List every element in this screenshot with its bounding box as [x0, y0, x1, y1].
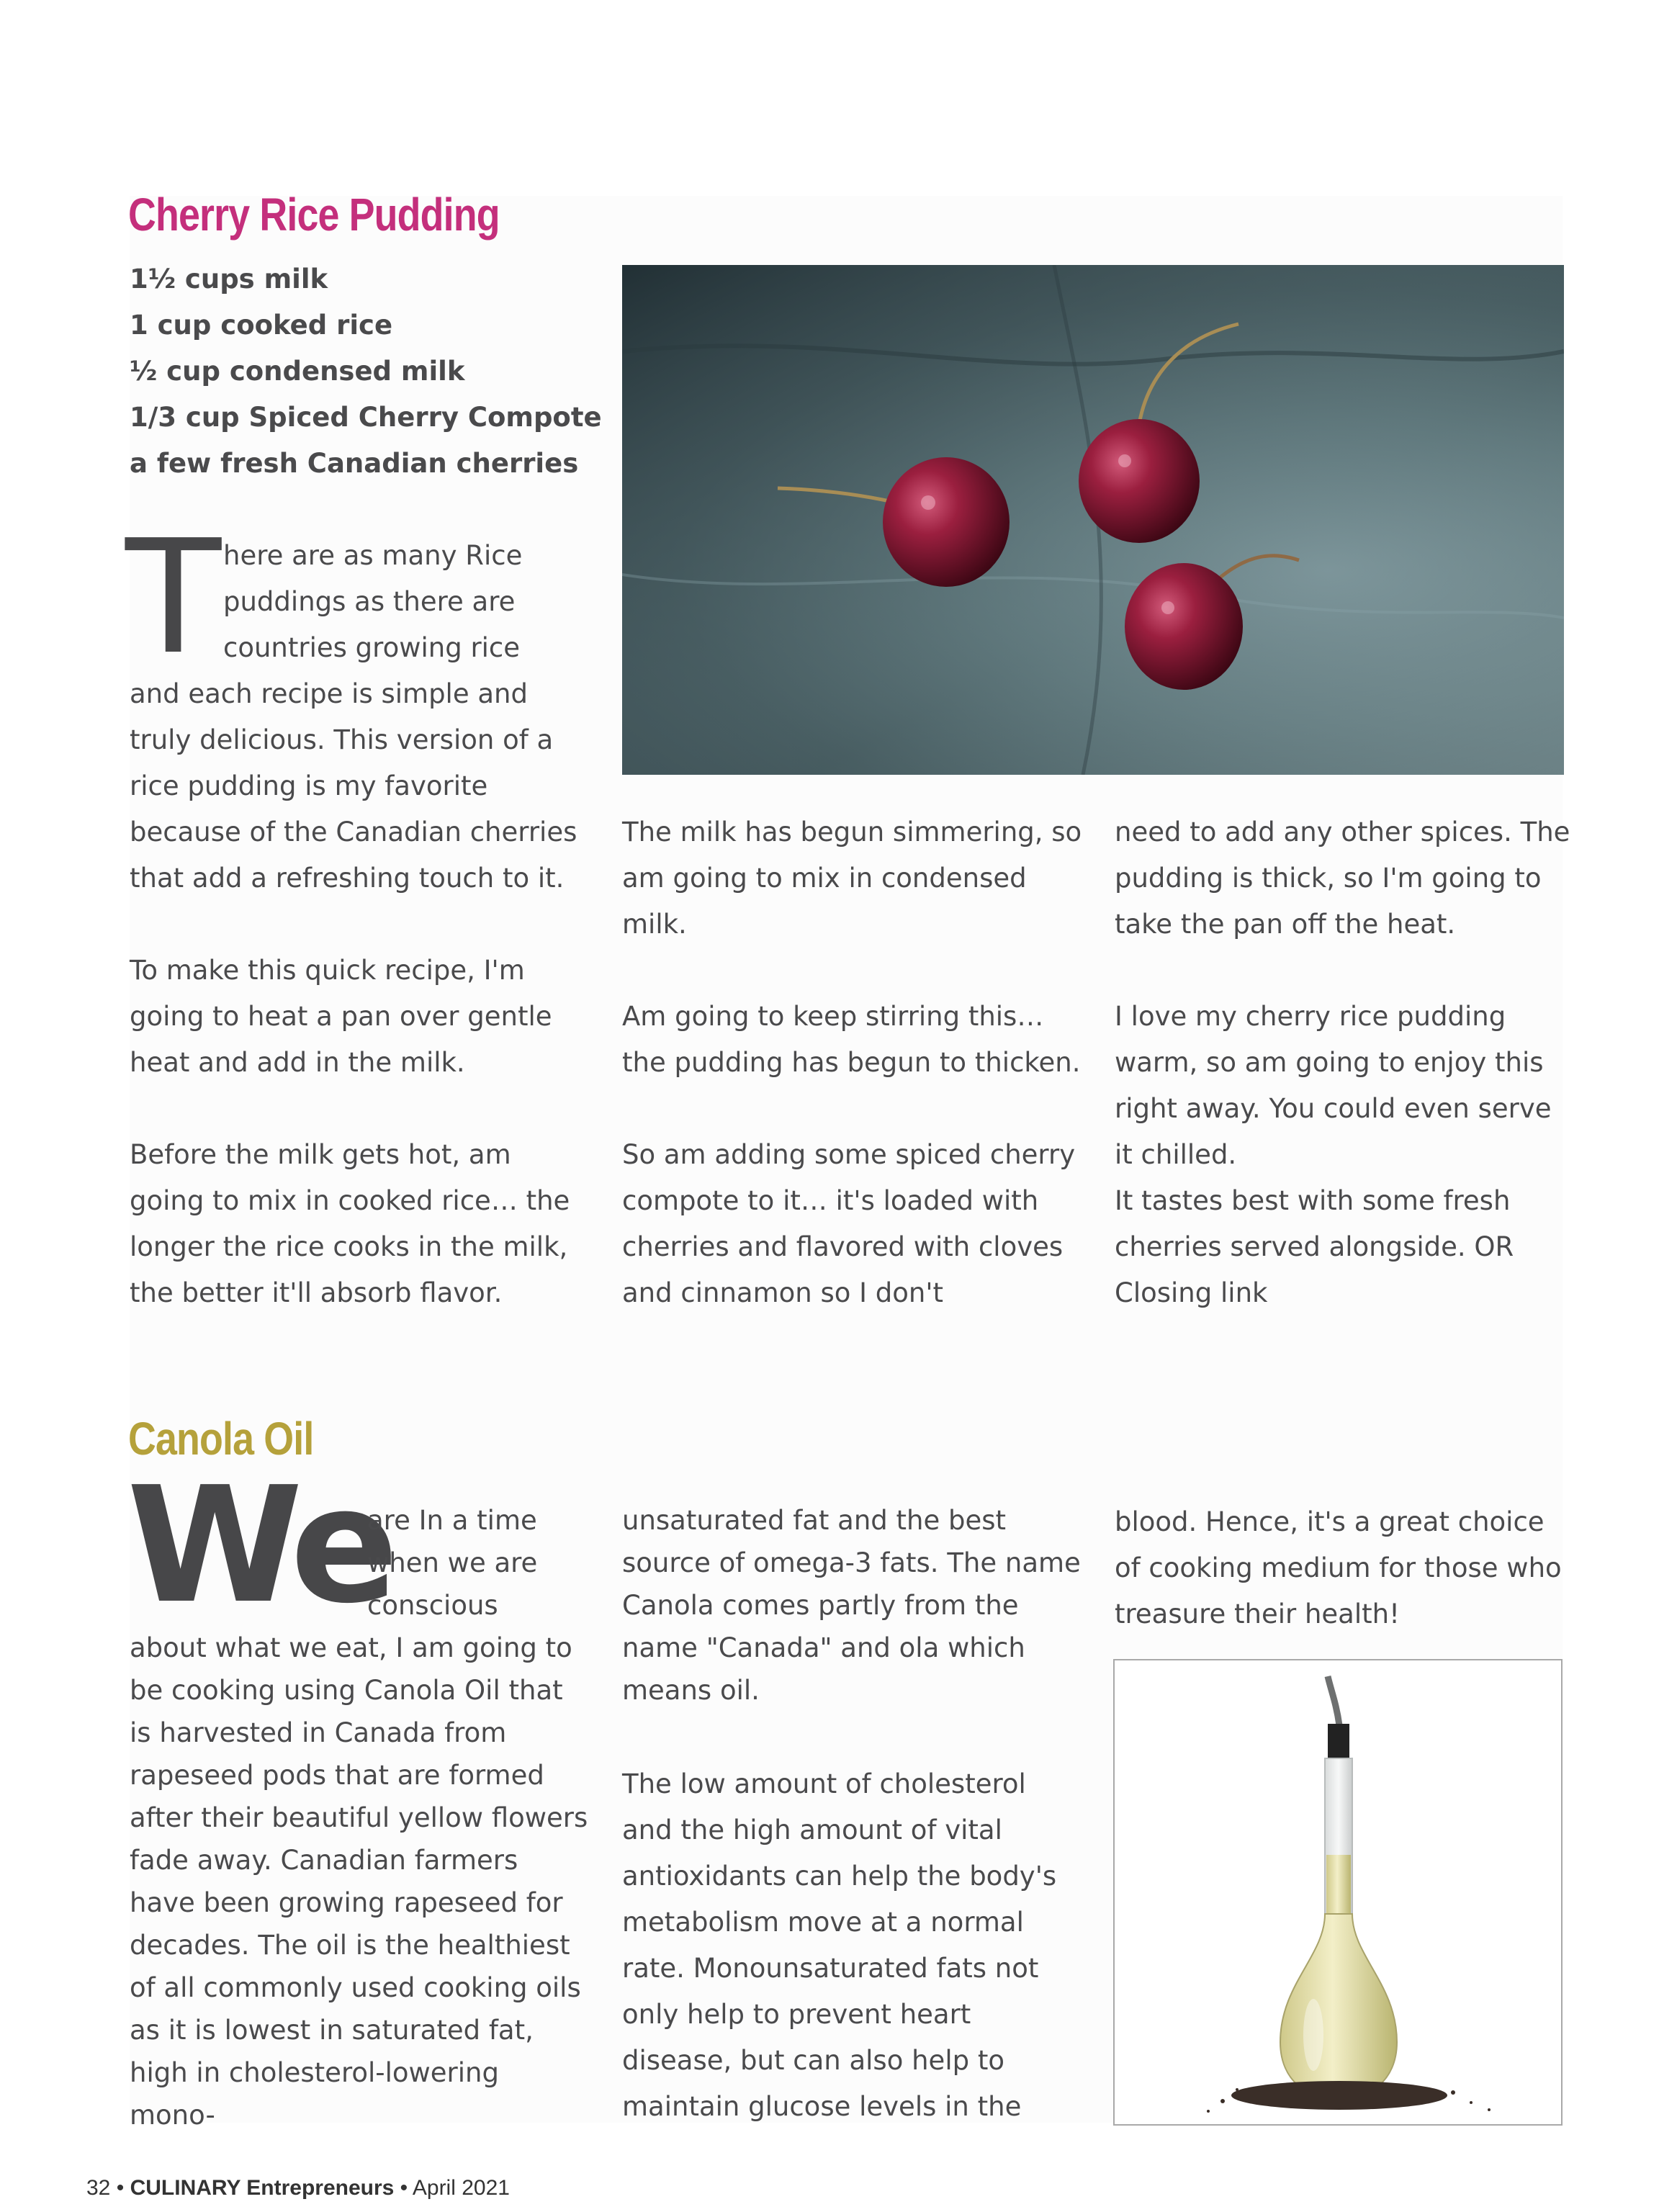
paragraph: Before the milk gets hot, am going to mix in cooked rice… the longer the rice cooks in the milk, the better it'll absorb flavor.: [130, 1139, 570, 1308]
ingredient-item: 1½ cups milk: [130, 264, 328, 295]
intro-line: puddings as there are: [223, 586, 516, 617]
ingredient-item: 1 cup cooked rice: [130, 310, 393, 341]
recipe-title: Cherry Rice Pudding: [128, 189, 500, 240]
paragraph: I love my cherry rice pudding warm, so am going to enjoy this right away. You could even serve it chilled.: [1115, 1001, 1552, 1170]
intro-line: are In a time: [367, 1505, 537, 1536]
footer-separator: •: [400, 2176, 408, 2200]
drop-cap: T: [125, 507, 222, 689]
paragraph: blood. Hence, it's a great choice of cooking medium for those who treasure their health!: [1115, 1506, 1562, 1629]
paragraph: Am going to keep stirring this… the pudding has begun to thicken.: [622, 1001, 1081, 1078]
canola-column-1: [130, 1627, 590, 2136]
canola-column-2b: [622, 1761, 1069, 2130]
intro-line: when we are: [367, 1547, 538, 1578]
ingredient-list: [130, 256, 605, 487]
issue-date: April 2021: [412, 2176, 510, 2200]
paragraph: To make this quick recipe, I'm going to heat a pan over gentle heat and add in the milk.: [130, 955, 552, 1078]
canola-column-3: [1115, 1499, 1575, 1637]
intro-line: countries growing rice: [223, 632, 521, 663]
intro-line: here are as many Rice: [223, 540, 523, 571]
intro-line: conscious: [367, 1590, 498, 1621]
drop-cap: We: [127, 1453, 392, 1639]
paragraph: So am adding some spiced cherry compote to it… it's loaded with cherries and flavored with cloves and cinnamon so I don't: [622, 1139, 1076, 1308]
ingredient-item: 1/3 cup Spiced Cherry Compote: [130, 402, 602, 433]
recipe-intro-lines: [223, 533, 562, 671]
paragraph: The low amount of cholesterol and the high amount of vital antioxidants can help the body's metabolism move at a normal rate. Monounsaturated fats not only help to prevent heart disease, but can also help to maintain glucose levels in the: [622, 1768, 1057, 2122]
page-footer: [86, 2176, 510, 2200]
cherries-photo: [622, 265, 1564, 775]
paragraph: and each recipe is simple and truly delicious. This version of a rice pudding is my favorite because of the Canadian cherries that add a refreshing touch to it.: [130, 678, 577, 894]
footer-separator: •: [116, 2176, 125, 2200]
section-title: Canola Oil: [128, 1413, 314, 1465]
canola-column-2a: [622, 1499, 1083, 1712]
magazine-name: CULINARY Entrepreneurs: [130, 2176, 395, 2200]
recipe-column-3: [1115, 809, 1575, 1316]
ingredient-item: ½ cup condensed milk: [130, 356, 465, 387]
cherries-image: [622, 265, 1564, 775]
page-number: 32: [86, 2176, 111, 2200]
paragraph: about what we eat, I am going to be cooking using Canola Oil that is harvested in Canada from rapeseed pods that are formed after their beautiful yellow flowers fade away. Canadian farmers have been growing rapeseed for decades. The oil is the healthiest of all commonly used cooking oils as it is lowest in saturated fat, high in cholesterol-lowering mono-: [130, 1632, 588, 2131]
canola-intro-lines: [367, 1499, 583, 1627]
ingredient-item: a few fresh Canadian cherries: [130, 448, 579, 479]
oil-bottle-image: [1115, 1660, 1561, 2124]
recipe-column-1: [130, 671, 590, 1316]
recipe-column-2: [622, 809, 1083, 1316]
paragraph: The milk has begun simmering, so am going to mix in condensed milk.: [622, 817, 1082, 940]
paragraph: need to add any other spices. The pudding is thick, so I'm going to take the pan off the heat.: [1115, 817, 1570, 940]
oil-bottle-photo: [1113, 1659, 1563, 2126]
paragraph: It tastes best with some fresh cherries served alongside. OR Closing link: [1115, 1185, 1514, 1308]
paragraph: unsaturated fat and the best source of omega-3 fats. The name Canola comes partly from the name "Canada" and ola which means oil.: [622, 1505, 1081, 1706]
